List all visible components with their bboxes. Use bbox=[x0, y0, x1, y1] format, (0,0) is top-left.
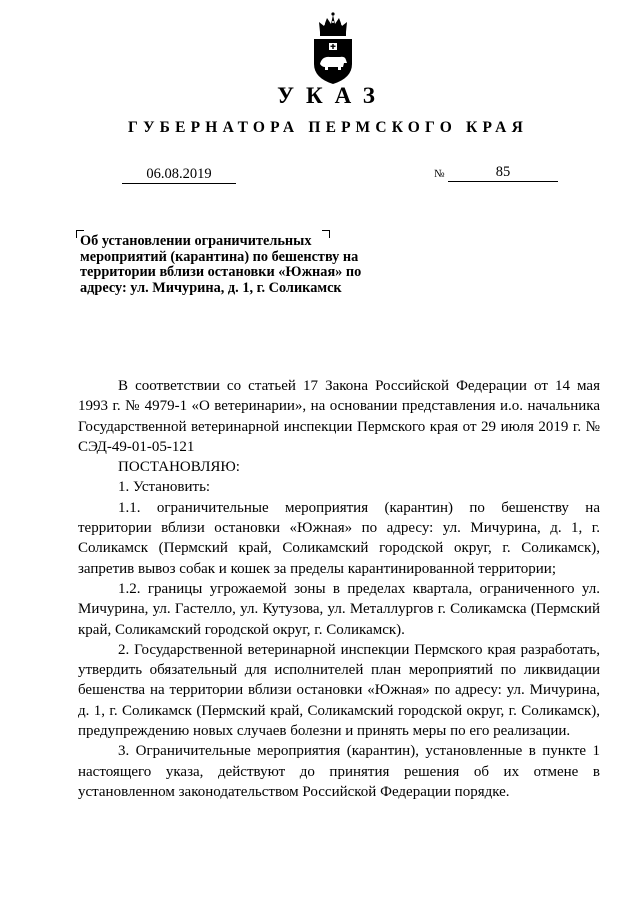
crown-icon bbox=[319, 12, 347, 36]
document-date: 06.08.2019 bbox=[122, 166, 236, 184]
resolve-word: ПОСТАНОВЛЯЮ: bbox=[118, 459, 240, 476]
document-subtitle: ГУБЕРНАТОРА ПЕРМСКОГО КРАЯ bbox=[128, 119, 528, 136]
item-1: 1. Установить: bbox=[118, 479, 211, 496]
item-3: 3. Ограничительные мероприятия (карантин), установленные в пункте 1 настоящего указа, действуют до принятия решения об их отмене в установленном законодательством Российской Федерации порядке. bbox=[78, 743, 600, 800]
document-number: 85 bbox=[448, 163, 558, 182]
item-1-2: 1.2. границы угрожаемой зоны в пределах квартала, ограниченного ул. Мичурина, ул. Гастелло, ул. Кутузова, ул. Металлургов г. Соликамска (Пермский край, Соликамский городской округ, г. Соликамск). bbox=[78, 580, 600, 638]
number-label: № bbox=[434, 168, 445, 180]
item-1-1: 1.1. ограничительные мероприятия (карантин) по бешенству на территории вблизи остановки «Южная» по адресу: ул. Мичурина, д. 1, г. Соликамск (Пермский край, Соликамский городской округ, г. Соликамск), запретив вывоз собак и кошек за пределы карантинированной территории; bbox=[78, 499, 600, 577]
coat-of-arms-emblem bbox=[310, 12, 356, 86]
document-title: УКАЗ bbox=[277, 83, 387, 108]
item-2: 2. Государственной ветеринарной инспекции Пермского края разработать, утвердить обязательный для исполнителей план мероприятий по ликвидации бешенства на территории вблизи остановки «Южная» по адресу: ул. Мичурина, д. 1, г. Соликамск (Пермский край, Соликамский городской округ, г. Соликамск), предупреждению новых случаев болезни и принять меры по его реализации. bbox=[78, 641, 600, 740]
preamble-paragraph: В соответствии со статьей 17 Закона Российской Федерации от 14 мая 1993 г. № 4979-1 «О ветеринарии», на основании представления и.о. начальника Государственной ветеринарной инспекции Пермского края от 29 июля 2019 г. № СЭД-49-01-05-121 bbox=[78, 378, 600, 455]
document-body bbox=[78, 376, 600, 802]
document-subject: Об установлении ограничительных мероприятий (карантина) по бешенству на территории вблизи остановки «Южная» по адресу: ул. Мичурина, д. 1, г. Соликамск bbox=[80, 233, 362, 296]
